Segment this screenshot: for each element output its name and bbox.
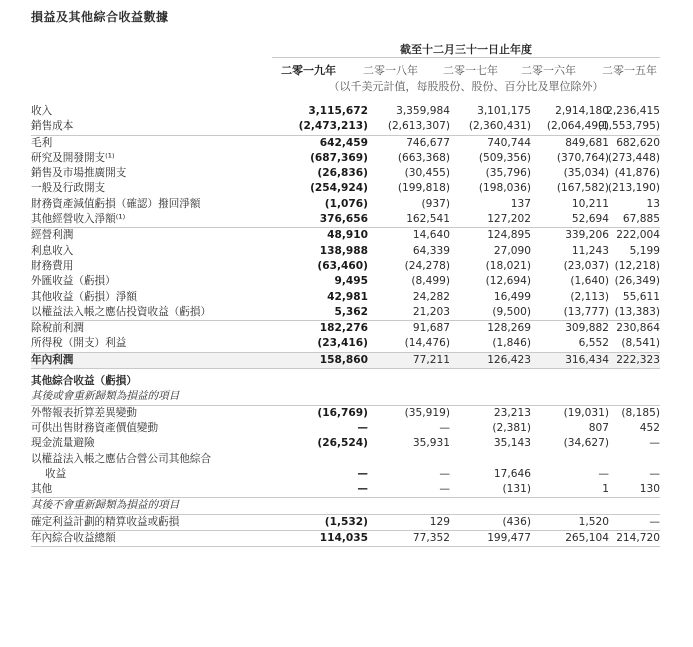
value-2016: 849,681 [565, 136, 609, 149]
year-2016-header: 二零一六年 [521, 64, 576, 77]
value-2018: (2,613,307) [387, 120, 450, 133]
value-2019: 5,362 [334, 305, 368, 318]
value-2016: 265,104 [565, 532, 609, 545]
value-2016: — [598, 467, 609, 480]
unit-note: （以千美元計值，每股股份、股份、百分比及單位除外） [328, 80, 604, 93]
value-2018: 77,352 [412, 532, 450, 545]
value-2017: 35,143 [493, 437, 531, 450]
value-2016: (2,064,499) [546, 120, 609, 133]
period-header: 截至十二月三十一日止年度 [400, 43, 532, 56]
row-label: 所得稅（開支）利益 [31, 337, 127, 350]
row-fx-translation [31, 406, 660, 421]
row-gross-profit [31, 135, 660, 151]
row-label: 利息收入 [31, 244, 74, 257]
row-label: 年內綜合收益總額 [31, 532, 116, 545]
row-label: 其他 [31, 483, 53, 496]
value-2015: 230,864 [616, 322, 660, 335]
value-2016: 11,243 [571, 244, 609, 257]
year-2018-header: 二零一八年 [363, 64, 418, 77]
row-label: 可供出售財務資產價值變動 [31, 421, 159, 434]
value-2017: (12,694) [485, 275, 531, 288]
row-jv-oci-line1 [31, 452, 660, 467]
year-2019-header: 二零一九年 [281, 64, 336, 77]
row-label: 其他收益（虧損）淨額 [31, 290, 137, 303]
value-2015: (26,349) [614, 275, 660, 288]
row-equity-method [31, 305, 660, 320]
value-2015: (273,448) [607, 151, 660, 164]
value-2018: 14,640 [412, 229, 450, 242]
section-title: 損益及其他綜合收益數據 [31, 10, 169, 24]
value-2018: — [439, 421, 450, 434]
row-afs-assets [31, 421, 660, 436]
value-2018: 162,541 [406, 213, 450, 226]
value-2018: 91,687 [412, 322, 450, 335]
value-2015: (13,383) [614, 305, 660, 318]
row-revenue [31, 104, 660, 119]
value-2018: 77,211 [412, 353, 450, 366]
value-2019: 376,656 [319, 213, 368, 226]
year-2017-header: 二零一七年 [443, 64, 498, 77]
row-finance-costs [31, 259, 660, 274]
value-2017: 17,646 [493, 467, 531, 480]
row-label: 銷售成本 [31, 120, 74, 133]
value-2015: (12,218) [614, 259, 660, 272]
value-2015: (8,541) [621, 337, 660, 350]
row-other-operating-income [31, 212, 660, 227]
value-2018: (937) [421, 197, 450, 210]
value-2015: 214,720 [616, 532, 660, 545]
value-2016: 6,552 [578, 337, 609, 350]
value-2016: (34,627) [563, 437, 609, 450]
value-2016: 807 [588, 421, 609, 434]
value-2015: (41,876) [614, 167, 660, 180]
row-income-tax [31, 336, 660, 351]
value-2017: (9,500) [492, 305, 531, 318]
period-header-rule [272, 57, 660, 58]
row-jv-oci-line2 [31, 467, 660, 482]
value-2019: (26,836) [317, 167, 368, 180]
row-oci-heading [31, 374, 660, 389]
year-2015-header: 二零一五年 [602, 64, 657, 77]
value-2015: 67,885 [622, 213, 660, 226]
value-2018: 3,359,984 [396, 105, 450, 117]
value-2017: (2,360,431) [468, 120, 531, 133]
row-profit-before-tax [31, 320, 660, 336]
value-2019: (2,473,213) [298, 120, 368, 133]
value-2017: (18,021) [485, 259, 531, 272]
value-2019: (16,769) [317, 406, 368, 419]
value-2018: (663,368) [397, 151, 450, 164]
value-2019: — [357, 483, 368, 496]
row-label: 現金流量避險 [31, 437, 95, 450]
row-actuarial [31, 515, 660, 530]
value-2016: 52,694 [571, 213, 609, 226]
value-2018: (30,455) [404, 167, 450, 180]
row-label: 其後不會重新歸類為損益的項目 [31, 499, 180, 512]
value-2017: 27,090 [493, 244, 531, 257]
value-2016: 316,434 [565, 353, 609, 366]
row-total-comprehensive-income [31, 530, 660, 547]
value-2015: — [649, 467, 660, 480]
value-2017: (509,356) [478, 151, 531, 164]
value-2018: (35,919) [404, 406, 450, 419]
value-2015: 55,611 [622, 290, 660, 303]
value-2015: 682,620 [616, 136, 660, 149]
value-2015: — [649, 437, 660, 450]
value-2019: 182,276 [319, 322, 368, 335]
value-2017: 199,477 [487, 532, 531, 545]
value-2016: (35,034) [563, 167, 609, 180]
row-reclassifiable-heading [31, 389, 660, 405]
row-other-gains [31, 290, 660, 305]
row-label: 收入 [31, 105, 53, 117]
value-2017: (2,381) [492, 421, 531, 434]
income-statement-table [31, 104, 660, 547]
row-cost-of-sales [31, 119, 660, 134]
row-label: 以權益法入帳之應佔合營公司其他綜合 [31, 452, 212, 465]
value-2018: (8,499) [411, 275, 450, 288]
row-non-reclassifiable-heading [31, 498, 660, 514]
row-operating-profit [31, 227, 660, 243]
value-2017: (35,796) [485, 167, 531, 180]
value-2019: (1,076) [324, 197, 368, 210]
value-2018: 64,339 [412, 244, 450, 257]
value-2019: (254,924) [310, 182, 368, 195]
value-2018: — [439, 483, 450, 496]
value-2016: (1,640) [570, 275, 609, 288]
value-2016: (167,582) [556, 182, 609, 195]
value-2018: 35,931 [412, 437, 450, 450]
value-2019: 138,988 [319, 244, 368, 257]
row-label: 以權益法入帳之應佔投資收益（虧損） [31, 305, 212, 318]
value-2016: (2,113) [570, 290, 609, 303]
value-2017: 128,269 [487, 322, 531, 335]
row-label: 財務費用 [31, 259, 74, 272]
value-2015: (8,185) [621, 406, 660, 419]
value-2017: 127,202 [487, 213, 531, 226]
value-2016: 339,206 [565, 229, 609, 242]
value-2017: 3,101,175 [477, 105, 531, 117]
value-2019: 158,860 [319, 353, 368, 366]
row-impairment [31, 197, 660, 212]
value-2015: (213,190) [607, 182, 660, 195]
value-2016: 1 [602, 483, 609, 496]
value-2018: 129 [429, 515, 450, 528]
value-2019: 114,035 [319, 532, 368, 545]
value-2015: 130 [639, 483, 660, 496]
value-2018: (24,278) [404, 259, 450, 272]
value-2015: 222,323 [616, 353, 660, 366]
row-label: 確定利益計劃的精算收益或虧損 [31, 515, 180, 528]
value-2017: 126,423 [487, 353, 531, 366]
value-2016: (13,777) [563, 305, 609, 318]
row-general-admin [31, 181, 660, 196]
row-selling-marketing [31, 166, 660, 181]
value-2019: 9,495 [334, 275, 368, 288]
row-profit-for-year [31, 352, 660, 369]
value-2019: 48,910 [327, 229, 368, 242]
row-label: 收益 [45, 467, 67, 480]
value-2015: 2,236,415 [606, 105, 660, 117]
value-2016: (370,764) [556, 151, 609, 164]
row-label: 外幣報表折算差異變動 [31, 406, 137, 419]
value-2018: 21,203 [412, 305, 450, 318]
row-fx-gain [31, 274, 660, 289]
value-2018: (14,476) [404, 337, 450, 350]
value-2017: 740,744 [487, 136, 531, 149]
row-label: 研究及開發開支⁽¹⁾ [31, 151, 115, 164]
value-2017: 124,895 [487, 229, 531, 242]
value-2016: 1,520 [578, 515, 609, 528]
value-2019: — [357, 421, 368, 434]
value-2018: 24,282 [412, 290, 450, 303]
value-2015: 13 [646, 197, 660, 210]
value-2016: 10,211 [571, 197, 609, 210]
row-rnd-expenses [31, 151, 660, 166]
row-label: 毛利 [31, 136, 53, 149]
row-other [31, 482, 660, 498]
value-2019: (23,416) [317, 337, 368, 350]
value-2019: (1,532) [324, 515, 368, 528]
value-2018: 746,677 [406, 136, 450, 149]
value-2019: 42,981 [327, 290, 368, 303]
row-label: 銷售及市場推廣開支 [31, 167, 127, 180]
value-2017: (436) [502, 515, 531, 528]
row-interest-income [31, 244, 660, 259]
row-label: 其他經營收入淨額⁽¹⁾ [31, 213, 126, 226]
value-2017: (131) [502, 483, 531, 496]
row-label: 外匯收益（虧損） [31, 275, 116, 288]
value-2019: (63,460) [317, 259, 368, 272]
value-2016: 2,914,180 [555, 105, 609, 117]
value-2019: (687,369) [310, 151, 368, 164]
value-2017: 23,213 [493, 406, 531, 419]
value-2016: 309,882 [565, 322, 609, 335]
row-label: 經營利潤 [31, 229, 74, 242]
value-2017: 16,499 [493, 290, 531, 303]
value-2015: 5,199 [629, 244, 660, 257]
value-2017: (198,036) [478, 182, 531, 195]
value-2015: — [649, 515, 660, 528]
value-2015: (1,553,795) [597, 120, 660, 133]
value-2018: (199,818) [397, 182, 450, 195]
value-2017: 137 [510, 197, 531, 210]
value-2019: 642,459 [319, 136, 368, 149]
row-label: 財務資產減值虧損（確認）撥回淨額 [31, 197, 201, 210]
row-label: 年內利潤 [31, 353, 74, 366]
value-2019: (26,524) [317, 437, 368, 450]
row-label: 一般及行政開支 [31, 182, 106, 195]
row-label: 除稅前利潤 [31, 322, 84, 335]
value-2015: 222,004 [616, 229, 660, 242]
value-2017: (1,846) [492, 337, 531, 350]
row-label: 其他綜合收益（虧損） [31, 375, 137, 388]
value-2019: 3,115,672 [308, 105, 368, 117]
row-label: 其後或會重新歸類為損益的項目 [31, 390, 180, 403]
row-cash-flow-hedge [31, 436, 660, 451]
value-2016: (19,031) [563, 406, 609, 419]
value-2015: 452 [639, 421, 660, 434]
value-2016: (23,037) [563, 259, 609, 272]
value-2018: — [439, 467, 450, 480]
value-2019: — [357, 467, 368, 480]
